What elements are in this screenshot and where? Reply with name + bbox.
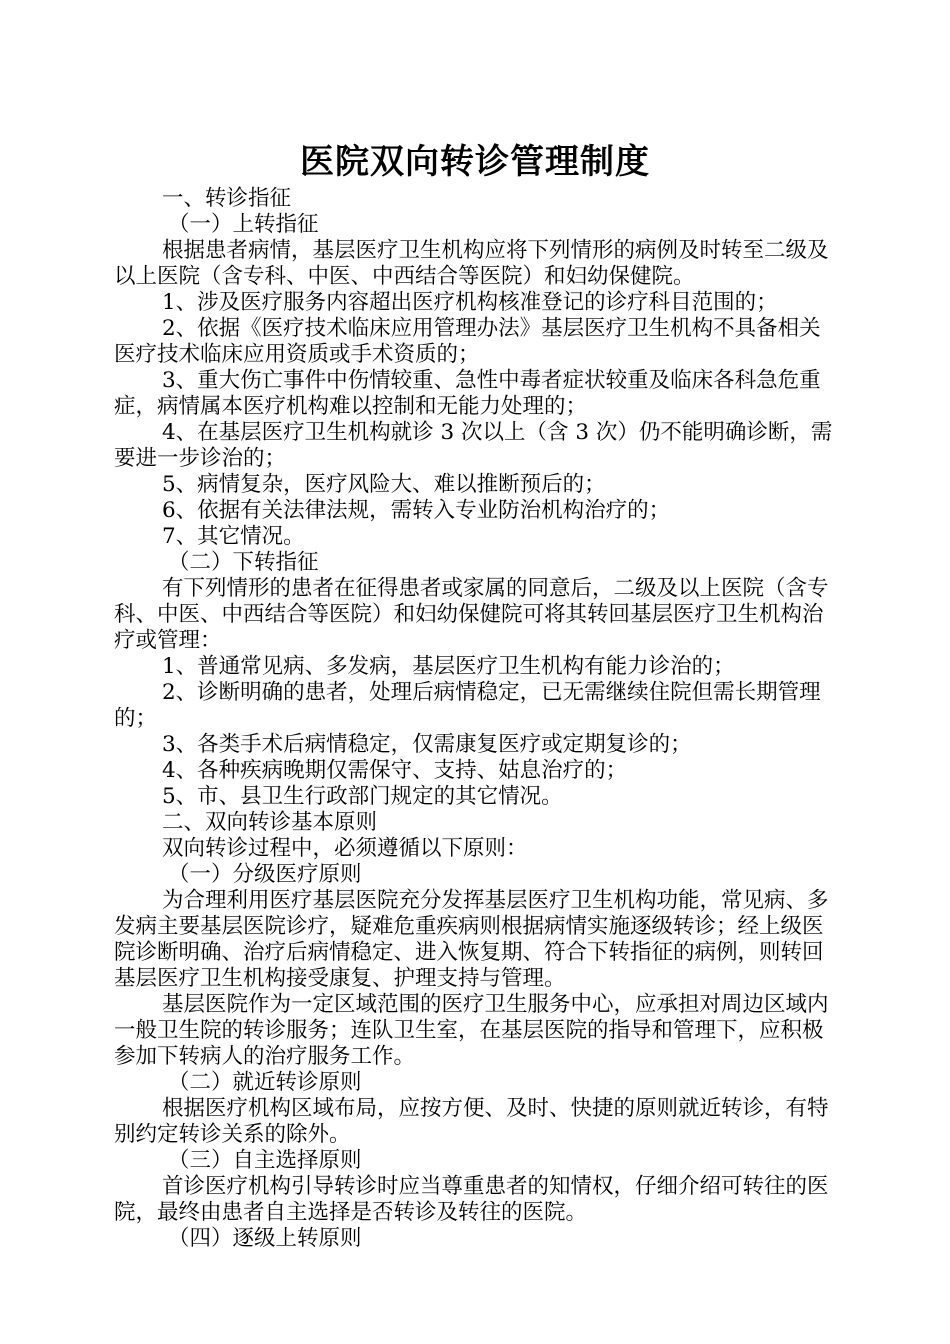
document-title: 医院双向转诊管理制度 xyxy=(300,142,650,182)
paragraph: 7、其它情况。 xyxy=(162,524,305,549)
paragraph: 2、依据《医疗技术临床应用管理办法》基层医疗卫生机构不具备相关医疗技术临床应用资质或手术资质的； xyxy=(114,316,821,367)
paragraph: 4、各种疾病晚期仅需保守、支持、姑息治疗的； xyxy=(162,758,628,783)
paragraph: 根据医疗机构区域布局，应按方便、及时、快捷的原则就近转诊，有特别约定转诊关系的除外。 xyxy=(114,1096,829,1147)
paragraph: 5、市、县卫生行政部门规定的其它情况。 xyxy=(162,784,563,809)
paragraph: 首诊医疗机构引导转诊时应当尊重患者的知情权，仔细介绍可转往的医院，最终由患者自主选择是否转诊及转往的医院。 xyxy=(114,1174,829,1225)
paragraph: 1、涉及医疗服务内容超出医疗机构核准登记的诊疗科目范围的； xyxy=(162,290,778,315)
paragraph: 4、在基层医疗卫生机构就诊 3 次以上（含 3 次）仍不能明确诊断，需要进一步诊治的； xyxy=(114,420,833,471)
paragraph: （二）就近转诊原则 xyxy=(168,1070,362,1095)
document-body xyxy=(114,186,838,1252)
paragraph: 2、诊断明确的患者，处理后病情稳定，已无需继续住院但需长期管理的； xyxy=(114,680,821,731)
paragraph: 5、病情复杂，医疗风险大、难以推断预后的； xyxy=(162,472,606,497)
paragraph: 3、各类手术后病情稳定，仅需康复医疗或定期复诊的； xyxy=(162,732,692,757)
paragraph: 基层医院作为一定区域范围的医疗卫生服务中心，应承担对周边区域内一般卫生院的转诊服务；连队卫生室，在基层医院的指导和管理下，应积极参加下转病人的治疗服务工作。 xyxy=(114,992,829,1069)
paragraph: 6、依据有关法律法规，需转入专业防治机构治疗的； xyxy=(162,498,671,523)
paragraph: （三）自主选择原则 xyxy=(168,1148,362,1173)
paragraph: 3、重大伤亡事件中伤情较重、急性中毒者症状较重及临床各科急危重症，病情属本医疗机构难以控制和无能力处理的； xyxy=(114,368,821,419)
paragraph: 有下列情形的患者在征得患者或家属的同意后，二级及以上医院（含专科、中医、中西结合等医院）和妇幼保健院可将其转回基层医疗卫生机构治疗或管理： xyxy=(114,576,829,653)
paragraph: 为合理利用医疗基层医院充分发挥基层医疗卫生机构功能，常见病、多发病主要基层医院诊疗，疑难危重疾病则根据病情实施逐级转诊；经上级医院诊断明确、治疗后病情稳定、进入恢复期、符合下转指征的病例，则转回基层医疗卫生机构接受康复、护理支持与管理。 xyxy=(114,888,829,991)
paragraph: 双向转诊过程中，必须遵循以下原则： xyxy=(162,836,528,861)
paragraph: （四）逐级上转原则 xyxy=(168,1226,362,1251)
paragraph: （二）下转指征 xyxy=(168,550,319,575)
paragraph: 根据患者病情，基层医疗卫生机构应将下列情形的病例及时转至二级及以上医院（含专科、中医、中西结合等医院）和妇幼保健院。 xyxy=(114,238,829,289)
paragraph: （一）分级医疗原则 xyxy=(168,862,362,887)
paragraph: 1、普通常见病、多发病，基层医疗卫生机构有能力诊治的； xyxy=(162,654,735,679)
paragraph: 二、双向转诊基本原则 xyxy=(162,810,378,835)
paragraph: 一、转诊指征 xyxy=(162,186,292,211)
paragraph: （一）上转指征 xyxy=(168,212,319,237)
